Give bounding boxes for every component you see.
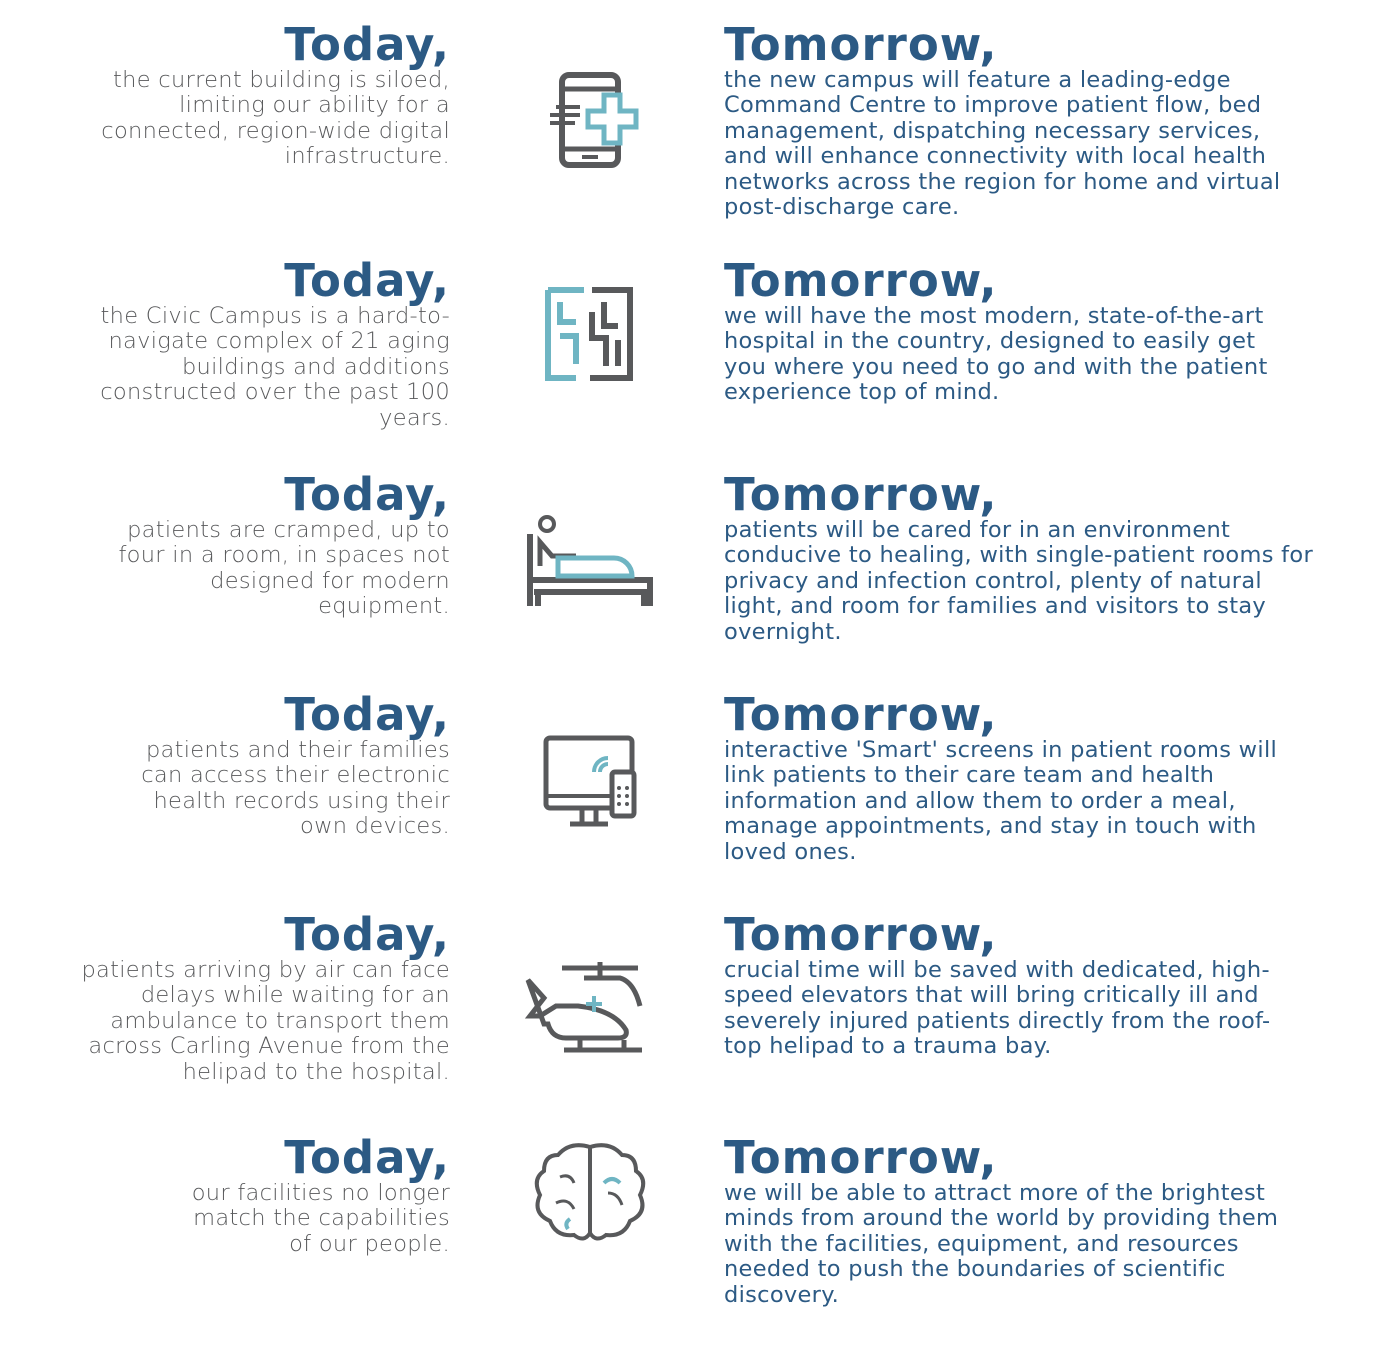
tomorrow-column xyxy=(724,908,1364,1060)
today-text: patients are cramped, up to four in a room, in spaces not designed for modern equipment. xyxy=(118,517,450,620)
tomorrow-text: interactive 'Smart' screens in patient rooms will link patients to their care team and health information and allow them to order a meal, manage appointments, and stay in touch with loved ones. xyxy=(724,737,1278,865)
today-heading: Today, xyxy=(284,908,450,961)
tomorrow-heading: Tomorrow, xyxy=(724,254,998,307)
tomorrow-text: patients will be cared for in an environment conducive to healing, with single-patient rooms for privacy and infection control, plenty of natural light, and room for families and visitors to stay overnight. xyxy=(724,517,1314,645)
tomorrow-column xyxy=(724,468,1364,645)
today-heading: Today, xyxy=(284,1131,450,1184)
today-text: patients and their families can access their electronic health records using their own devices. xyxy=(141,737,450,840)
today-heading: Today, xyxy=(284,18,450,71)
tomorrow-text: we will be able to attract more of the brightest minds from around the world by providing them with the facilities, equipment, and resources needed to push the boundaries of scientific discovery. xyxy=(724,1180,1279,1308)
today-heading: Today, xyxy=(284,254,450,307)
tomorrow-column xyxy=(724,18,1364,221)
tablet-medical-cross-icon xyxy=(520,67,660,177)
tomorrow-heading: Tomorrow, xyxy=(724,18,998,71)
patient-bed-icon xyxy=(520,510,660,620)
today-column xyxy=(30,254,450,431)
today-column xyxy=(30,1131,450,1257)
today-text: our facilities no longer match the capabilities of our people. xyxy=(191,1180,450,1257)
today-text: patients arriving by air can face delays while waiting for an ambulance to transport them across Carling Avenue from the helipad to the hospital. xyxy=(81,957,450,1085)
tomorrow-heading: Tomorrow, xyxy=(724,1131,998,1184)
maze-icon xyxy=(520,280,660,390)
tomorrow-heading: Tomorrow, xyxy=(724,908,998,961)
tomorrow-text: we will have the most modern, state-of-the-art hospital in the country, designed to easily get you where you need to go and with the patient experience top of mind. xyxy=(724,303,1268,406)
tomorrow-text: the new campus will feature a leading-edge Command Centre to improve patient flow, bed management, dispatching necessary services, and will enhance connectivity with local health networks across the region for home and virtual post-discharge care. xyxy=(724,67,1281,221)
brain-icon xyxy=(520,1137,660,1247)
tomorrow-column xyxy=(724,254,1364,406)
today-text: the current building is siloed, limiting our ability for a connected, region-wide digital infrastructure. xyxy=(101,67,450,170)
tomorrow-heading: Tomorrow, xyxy=(724,688,998,741)
tomorrow-text: crucial time will be saved with dedicated, high-speed elevators that will bring critically ill and severely injured patients directly from the roof-top helipad to a trauma bay. xyxy=(724,957,1271,1060)
medical-helicopter-icon xyxy=(520,952,660,1062)
today-column xyxy=(30,18,450,170)
today-column xyxy=(30,908,450,1085)
smart-tv-remote-icon xyxy=(520,732,660,842)
tomorrow-column xyxy=(724,1131,1364,1308)
today-heading: Today, xyxy=(284,468,450,521)
tomorrow-column xyxy=(724,688,1364,865)
today-text: the Civic Campus is a hard-to-navigate complex of 21 aging buildings and additions constructed over the past 100 years. xyxy=(100,303,450,431)
today-column xyxy=(30,468,450,620)
today-heading: Today, xyxy=(284,688,450,741)
tomorrow-heading: Tomorrow, xyxy=(724,468,998,521)
today-column xyxy=(30,688,450,840)
